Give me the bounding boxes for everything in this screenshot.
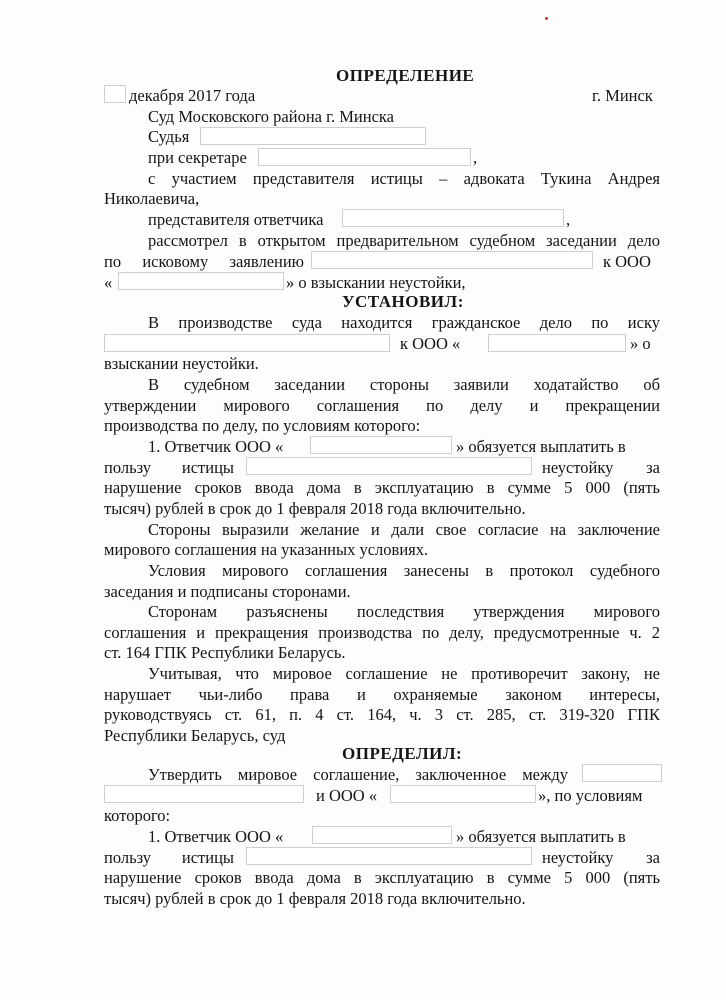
participation-line-2: Николаевича,	[104, 189, 200, 208]
p1-line-1: В производстве суда находится гражданское дело по иску	[148, 313, 660, 332]
r1-line-1: Утвердить мировое соглашение, заключенное между	[148, 765, 568, 784]
c1-line-2b: неустойку за	[542, 458, 660, 477]
c2-line-2b: неустойку за	[542, 848, 660, 867]
c1-line-1b: » обязуется выплатить в	[456, 437, 626, 456]
secretary-comma: ,	[473, 148, 478, 167]
redacted-day	[104, 85, 126, 103]
considered-line-3a: «	[104, 273, 113, 292]
red-mark	[545, 17, 548, 20]
defendant-rep-label: представителя ответчика	[148, 210, 324, 229]
r1-line-2b: », по условиям	[538, 786, 643, 805]
p1-line-3: взыскании неустойки.	[104, 354, 259, 373]
redacted-defendant-rep	[342, 209, 564, 227]
redacted-plaintiff-4b	[104, 785, 304, 803]
redacted-company-4	[390, 785, 536, 803]
p2-line-3: производства по делу, по условиям которого:	[104, 416, 421, 435]
p2-line-1: В судебном заседании стороны заявили ходатайство об	[148, 375, 660, 394]
p6-line-3: руководствуясь ст. 61, п. 4 ст. 164, ч. 3 ст. 285, ст. 319-320 ГПК	[104, 705, 660, 724]
redacted-secretary	[258, 148, 471, 166]
c2-line-4: тысяч) рублей в срок до 1 февраля 2018 года включительно.	[104, 889, 526, 908]
considered-line-2b: к ООО	[603, 252, 651, 271]
p2-line-2: утверждении мирового соглашения по делу и прекращении	[104, 396, 660, 415]
judge-label: Судья	[148, 127, 190, 146]
redacted-company	[118, 272, 284, 290]
p4-line-2: заседания и подписаны сторонами.	[104, 582, 351, 601]
c2-line-2a: пользу истицы	[104, 848, 234, 867]
considered-line-1: рассмотрел в открытом предварительном судебном заседании дело	[148, 231, 660, 250]
considered-line-2a: по исковому заявлению	[104, 252, 304, 271]
p5-line-2: соглашения и прекращения производства по делу, предусмотренные ч. 2	[104, 623, 660, 642]
redacted-plaintiff	[311, 251, 593, 269]
ruled-heading: ОПРЕДЕЛИЛ:	[342, 744, 463, 763]
defendant-rep-comma: ,	[566, 210, 571, 229]
c2-line-1a: 1. Ответчик ООО «	[148, 827, 284, 846]
c1-line-2a: пользу истицы	[104, 458, 234, 477]
c2-line-3: нарушение сроков ввода дома в эксплуатацию в сумме 5 000 (пять	[104, 868, 660, 887]
p4-line-1: Условия мирового соглашения занесены в протокол судебного	[148, 561, 660, 580]
redacted-judge	[200, 127, 426, 145]
secretary-label: при секретаре	[148, 148, 247, 167]
document-title: ОПРЕДЕЛЕНИЕ	[336, 66, 475, 85]
c1-line-3: нарушение сроков ввода дома в эксплуатацию в сумме 5 000 (пять	[104, 478, 660, 497]
r1-line-3: которого:	[104, 806, 171, 825]
redacted-company-3	[310, 436, 452, 454]
p5-line-3: ст. 164 ГПК Республики Беларусь.	[104, 643, 346, 662]
p1-line-2a: к ООО «	[400, 334, 461, 353]
participation-line-1: с участием представителя истицы – адвоката Тукина Андрея	[148, 169, 660, 188]
c2-line-1b: » обязуется выплатить в	[456, 827, 626, 846]
date-line: декабря 2017 года	[129, 86, 256, 105]
redacted-company-5	[312, 826, 452, 844]
redacted-plaintiff-2	[104, 334, 390, 352]
redacted-plaintiff-5	[246, 847, 532, 865]
p6-line-1: Учитывая, что мировое соглашение не противоречит закону, не	[148, 664, 660, 683]
considered-line-3b: » о взыскании неустойки,	[286, 273, 466, 292]
p6-line-2: нарушает чьи-либо права и охраняемые законом интересы,	[104, 685, 660, 704]
c1-line-1a: 1. Ответчик ООО «	[148, 437, 284, 456]
p3-line-1: Стороны выразили желание и дали свое согласие на заключение	[148, 520, 660, 539]
p5-line-1: Сторонам разъяснены последствия утверждения мирового	[148, 602, 660, 621]
established-heading: УСТАНОВИЛ:	[342, 292, 464, 311]
p3-line-2: мирового соглашения на указанных условиях.	[104, 540, 429, 559]
redacted-plaintiff-4a	[582, 764, 662, 782]
redacted-plaintiff-3	[246, 457, 532, 475]
p1-line-2b: » о	[630, 334, 651, 353]
r1-line-2a: и ООО «	[316, 786, 378, 805]
court-name: Суд Московского района г. Минска	[148, 107, 395, 126]
redacted-company-2	[488, 334, 626, 352]
c1-line-4: тысяч) рублей в срок до 1 февраля 2018 года включительно.	[104, 499, 526, 518]
city: г. Минск	[592, 86, 653, 105]
p6-line-4: Республики Беларусь, суд	[104, 726, 286, 745]
